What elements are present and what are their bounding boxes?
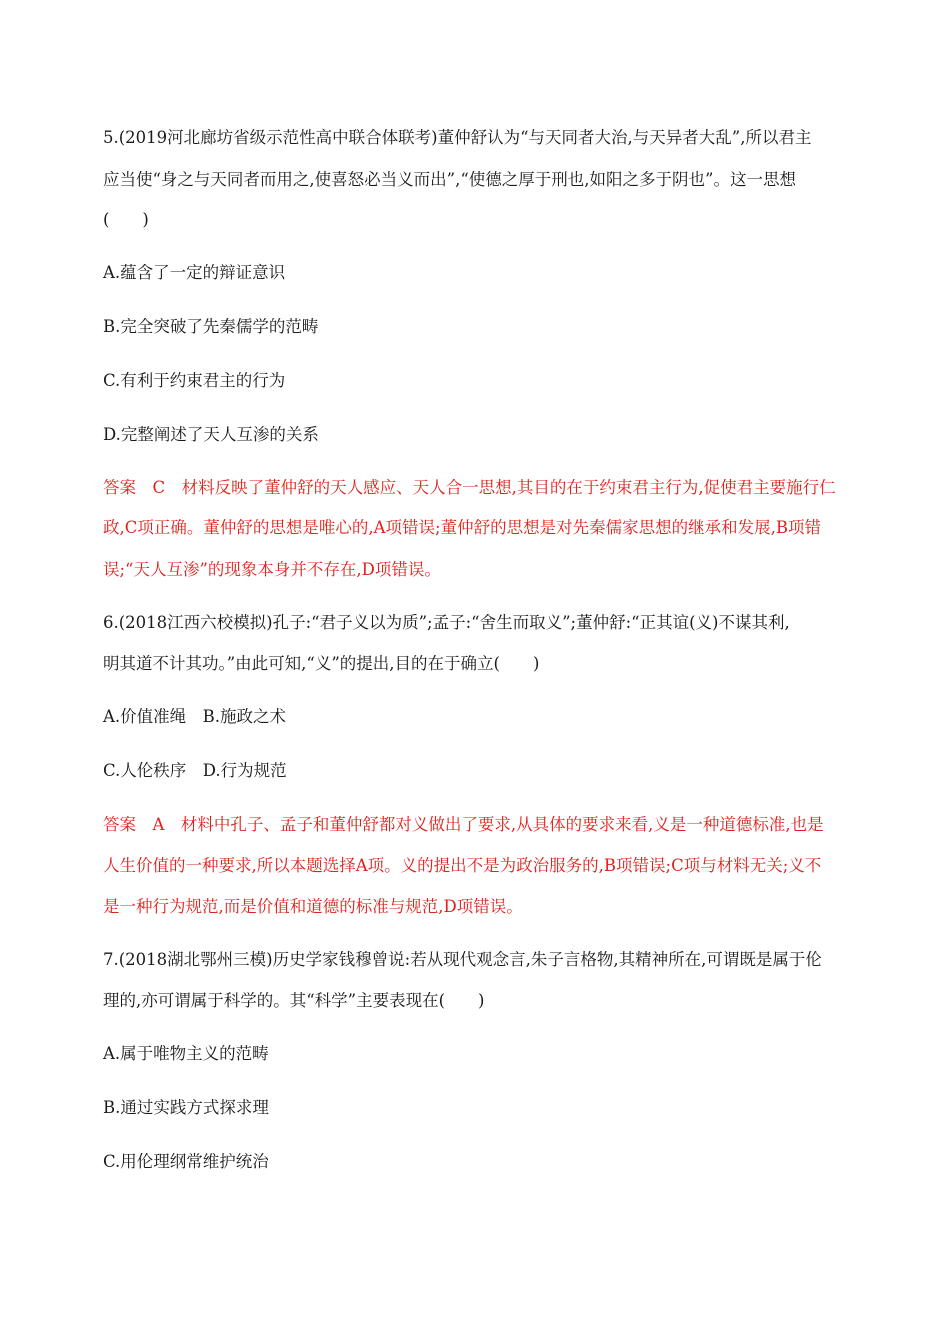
q5-answer-line-2: 政,C项正确。董仲舒的思想是唯心的,A项错误;董仲舒的思想是对先秦儒家思想的继承和发展,B项错 (103, 518, 821, 537)
q5-answer-line-1: 答案 C 材料反映了董仲舒的天人感应、天人合一思想,其目的在于约束君主行为,促使君主要施行仁 (103, 478, 836, 497)
q7-option-b: B.通过实践方式探求理 (103, 1098, 269, 1117)
q7-stem-line-2: 理的,亦可谓属于科学的。其“科学”主要表现在( ) (103, 991, 485, 1010)
q6-answer-line-1: 答案 A 材料中孔子、孟子和董仲舒都对义做出了要求,从具体的要求来看,义是一种道德标准,也是 (103, 815, 824, 834)
q5-option-a: A.蕴含了一定的辩证意识 (103, 263, 286, 282)
q6-answer-line-3: 是一种行为规范,而是价值和道德的标准与规范,D项错误。 (103, 897, 523, 916)
q5-option-c: C.有利于约束君主的行为 (103, 371, 286, 390)
q7-stem-line-1: 7.(2018湖北鄂州三模)历史学家钱穆曾说:若从现代观念言,朱子言格物,其精神所在,可谓既是属于伦 (103, 950, 822, 969)
q7-option-a: A.属于唯物主义的范畴 (103, 1044, 269, 1063)
q5-stem-line-2: 应当使“身之与天同者而用之,使喜怒必当义而出”,“使德之厚于刑也,如阳之多于阴也”。这一思想 (103, 170, 796, 189)
q5-stem-line-1: 5.(2019河北廊坊省级示范性高中联合体联考)董仲舒认为“与天同者大治,与天异者大乱”,所以君主 (103, 128, 812, 147)
q6-stem-line-1: 6.(2018江西六校模拟)孔子:“君子义以为质”;孟子:“舍生而取义”;董仲舒:“正其谊(义)不谋其利, (103, 613, 790, 632)
q7-option-c: C.用伦理纲常维护统治 (103, 1152, 269, 1171)
q5-option-d: D.完整阐述了天人互渗的关系 (103, 425, 319, 444)
q6-options-line-1: A.价值准绳 B.施政之术 (103, 707, 287, 726)
q6-options-line-2: C.人伦秩序 D.行为规范 (103, 761, 287, 780)
q6-stem-line-2: 明其道不计其功。”由此可知,“义”的提出,目的在于确立( ) (103, 654, 540, 673)
q6-answer-line-2: 人生价值的一种要求,所以本题选择A项。义的提出不是为政治服务的,B项错误;C项与材料无关;义不 (103, 856, 822, 875)
q5-answer-line-3: 误;“天人互渗”的现象本身并不存在,D项错误。 (103, 560, 441, 579)
q5-stem-line-3: ( ) (103, 210, 149, 229)
q5-option-b: B.完全突破了先秦儒学的范畴 (103, 317, 319, 336)
